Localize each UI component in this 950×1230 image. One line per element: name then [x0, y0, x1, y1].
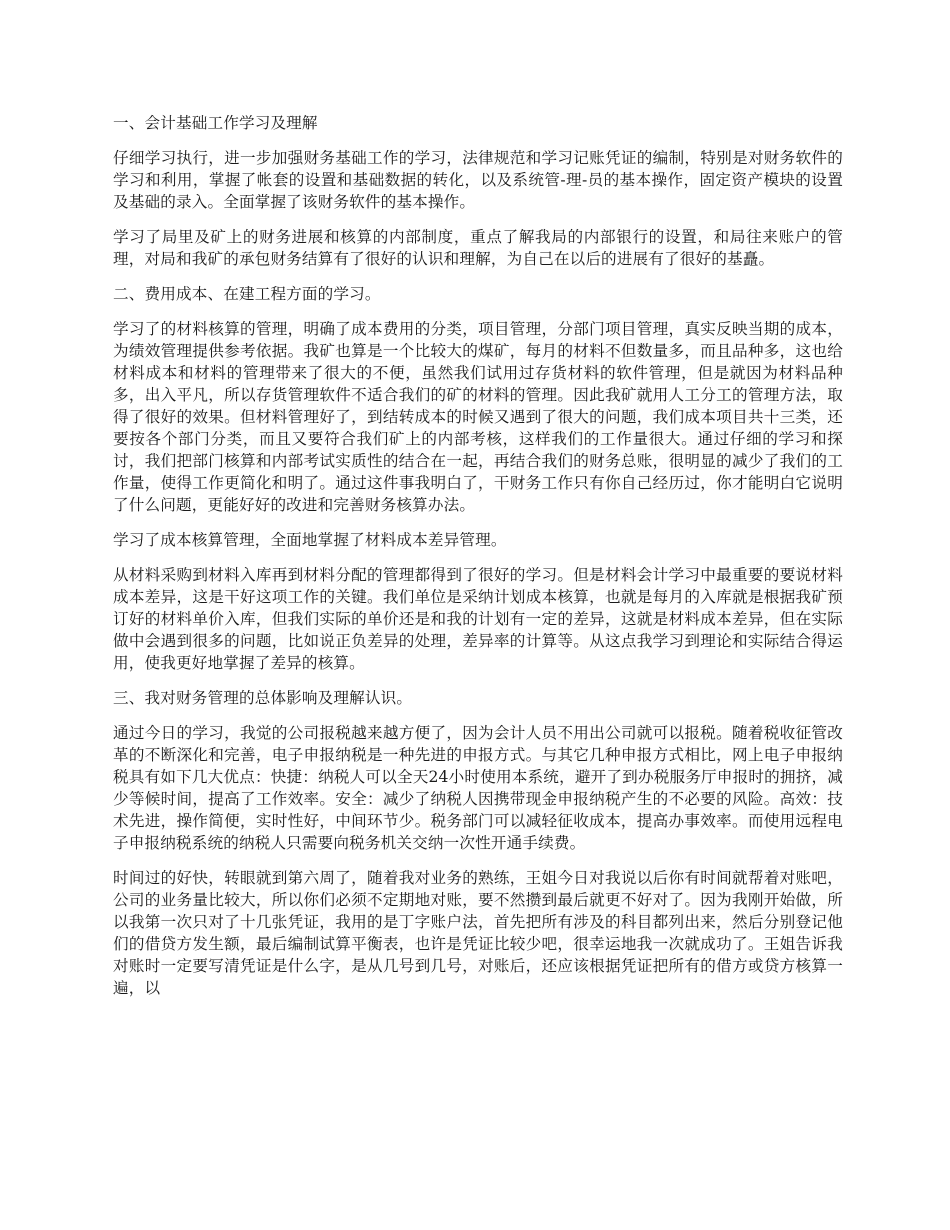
paragraph: 学习了成本核算管理，全面地掌握了材料成本差异管理。	[113, 531, 507, 549]
section-heading-2: 二、费用成本、在建工程方面的学习。	[113, 285, 381, 303]
paragraph: 仔细学习执行，进一步加强财务基础工作的学习，法律规范和学习记账凭证的编制，特别是对财务软件的学习和利用，掌握了帐套的设置和基础数据的转化，以及系统管-理-员的基本操作，固定资产模块的设置及基础的录入。全面掌握了该财务软件的基本操作。	[113, 149, 843, 211]
section-heading-3: 三、我对财务管理的总体影响及理解认识。	[113, 689, 413, 707]
paragraph: 学习了的材料核算的管理，明确了成本费用的分类，项目管理，分部门项目管理，真实反映当期的成本，为绩效管理提供参考依据。我矿也算是一个比较大的煤矿，每月的材料不但数量多，而且品种多，这也给材料成本和材料的管理带来了很大的不便，虽然我们试用过存货材料的软件管理，但是就因为材料品种多，出入平凡，所以存货管理软件不适合我们的矿的材料的管理。因此我矿就用人工分工的管理方法，取得了很好的效果。但材料管理好了，到结转成本的时候又遇到了很大的问题，我们成本项目共十三类，还要按各个部门分类，而且又要符合我们矿上的内部考核，这样我们的工作量很大。通过仔细的学习和探讨，我们把部门核算和内部考试实质性的结合在一起，再结合我们的财务总账，很明显的减少了我们的工作量，使得工作更简化和明了。通过这件事我明白了，干财务工作只有你自己经历过，你才能明白它说明了什么问题，更能好好的改进和完善财务核算办法。	[113, 320, 843, 514]
paragraph: 从材料采购到材料入库再到材料分配的管理都得到了很好的学习。但是材料会计学习中最重要的要说材料成本差异，这是干好这项工作的关键。我们单位是采纳计划成本核算，也就是每月的入库就是根据我矿预订好的材料单价入库，但我们实际的单价还是和我的计划有一定的差异，这就是材料成本差异，但在实际做中会遇到很多的问题，比如说正负差异的处理，差异率的计算等。从这点我学习到理论和实际结合得运用，使我更好地掌握了差异的核算。	[113, 566, 843, 672]
section-heading-1: 一、会计基础工作学习及理解	[113, 114, 318, 132]
paragraph: 学习了局里及矿上的财务进展和核算的内部制度，重点了解我局的内部银行的设置，和局往来账户的管理，对局和我矿的承包财务结算有了很好的认识和理解，为自己在以后的进展有了很好的基矗。	[113, 228, 843, 268]
document-body	[113, 112, 843, 1012]
paragraph: 时间过的好快，转眼就到第六周了，随着我对业务的熟练，王姐今日对我说以后你有时间就帮着对账吧，公司的业务量比较大，所以你们必须不定期地对账，要不然攒到最后就更不好对了。因为我刚开始做，所以我第一次只对了十几张凭证，我用的是丁字账户法，首先把所有涉及的科目都列出来，然后分别登记他们的借贷方发生额，最后编制试算平衡表，也许是凭证比较少吧，很幸运地我一次就成功了。王姐告诉我对账时一定要写清凭证是什么字，是从几号到几号，对账后，还应该根据凭证把所有的借方或贷方核算一遍，以	[113, 869, 843, 997]
paragraph: 通过今日的学习，我觉的公司报税越来越方便了，因为会计人员不用出公司就可以报税。随着税收征管改革的不断深化和完善，电子申报纳税是一种先进的申报方式。与其它几种申报方式相比，网上电子申报纳税具有如下几大优点：快捷：纳税人可以全天24小时使用本系统，避开了到办税服务厅申报时的拥挤，减少等候时间，提高了工作效率。安全：减少了纳税人因携带现金申报纳税产生的不必要的风险。高效：技术先进，操作简便，实时性好，中间环节少。税务部门可以减轻征收成本，提高办事效率。而使用远程电子申报纳税系统的纳税人只需要向税务机关交纳一次性开通手续费。	[113, 724, 843, 852]
